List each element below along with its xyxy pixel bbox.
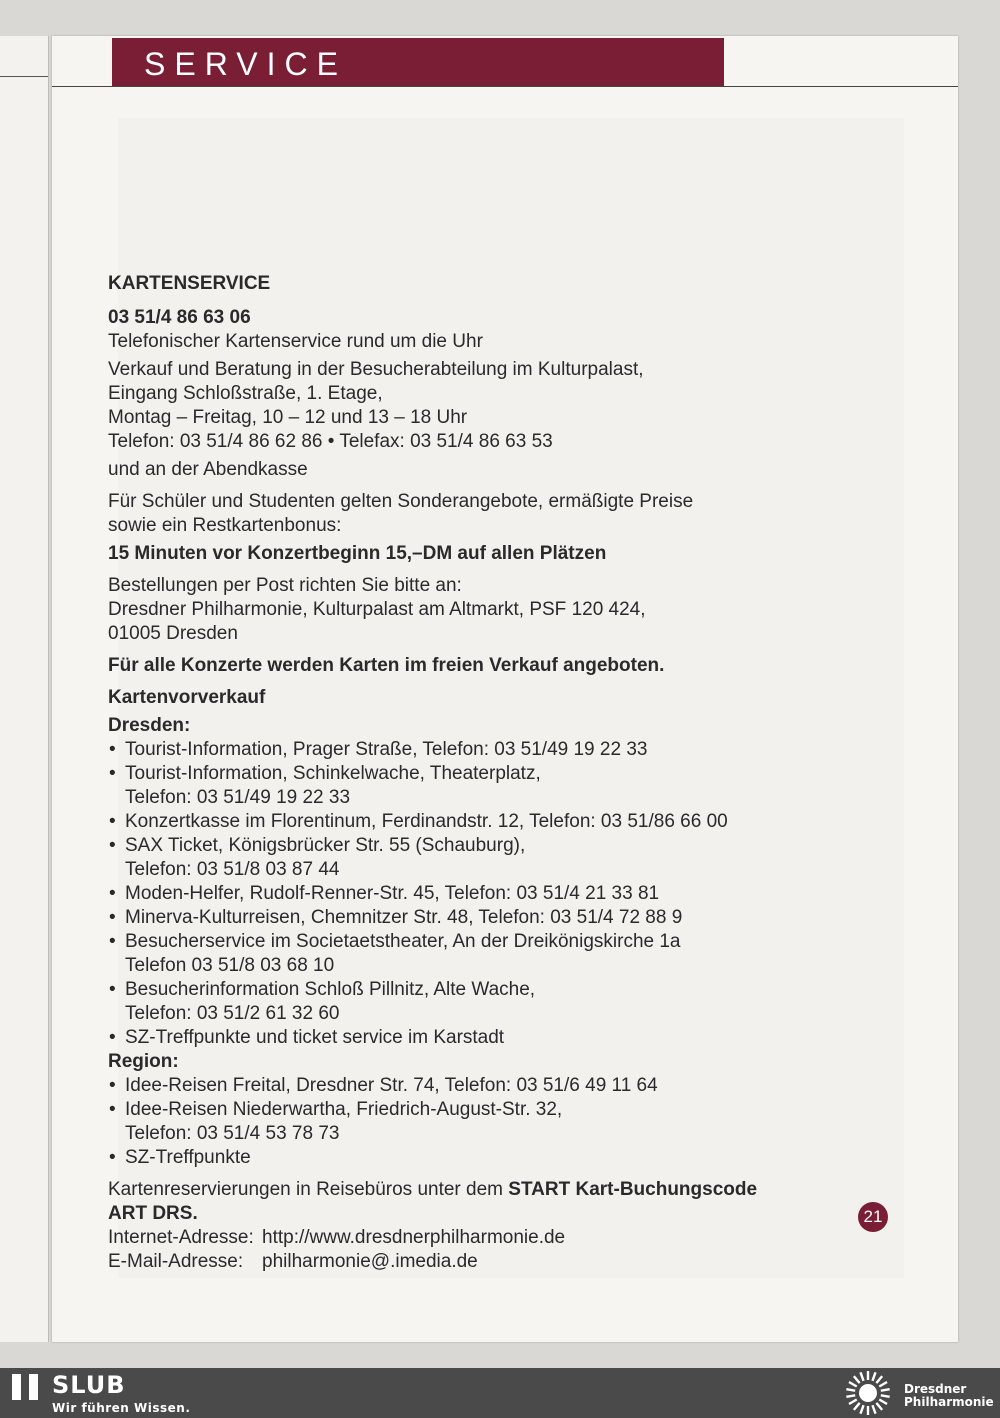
internet-address: http://www.dresdnerphilharmonie.de xyxy=(262,1227,566,1248)
slub-logo-icon xyxy=(12,1374,38,1400)
main-phone: 03 51/4 86 63 06 xyxy=(108,307,251,328)
dp-name-line: Dresdner xyxy=(904,1382,967,1396)
email-row xyxy=(108,1250,908,1274)
list-item-text: Telefon 03 51/8 03 68 10 xyxy=(125,955,335,976)
list-item-text: • Idee-Reisen Niederwartha, Friedrich-August-Str. 32, xyxy=(125,1099,563,1120)
dresdner-philharmonie-logo-icon xyxy=(842,1369,894,1417)
section-title: SERVICE xyxy=(144,46,347,82)
slub-name: SLUB xyxy=(52,1371,126,1399)
sales-line: Montag – Freitag, 10 – 12 und 13 – 18 Uhr xyxy=(108,407,468,428)
sales-line: Verkauf und Beratung in der Besucherabteilung im Kulturpalast, xyxy=(108,359,644,380)
reservation-text: Kartenreservierungen in Reisebüros unter dem xyxy=(108,1179,509,1200)
region-list xyxy=(108,1074,908,1170)
reservation-bold: START Kart-Buchungscode xyxy=(508,1179,758,1200)
students-line: sowie ein Restkartenbonus: xyxy=(108,515,342,536)
dresden-list xyxy=(108,738,908,1050)
document-page xyxy=(52,36,958,1342)
page-number: 21 xyxy=(858,1202,888,1232)
reservation-info xyxy=(108,1178,908,1202)
list-item-text: • Besucherservice im Societaetstheater, An der Dreikönigskirche 1a xyxy=(125,931,681,952)
post-line: 01005 Dresden xyxy=(108,623,238,644)
phone-description: Telefonischer Kartenservice rund um die Uhr xyxy=(108,331,483,352)
students-info xyxy=(108,490,908,538)
list-item-text: • Minerva-Kulturreisen, Chemnitzer Str. 48, Telefon: 03 51/4 72 88 9 xyxy=(125,907,683,928)
students-offer: 15 Minuten vor Konzertbeginn 15,–DM auf allen Plätzen xyxy=(108,543,607,564)
heading-kartenservice: KARTENSERVICE xyxy=(108,273,271,294)
students-line: Für Schüler und Studenten gelten Sonderangebote, ermäßigte Preise xyxy=(108,491,694,512)
list-item-text: • SZ-Treffpunkte und ticket service im Karstadt xyxy=(125,1027,505,1048)
dp-name-line: Philharmonie xyxy=(904,1395,994,1409)
list-item-text: Telefon: 03 51/8 03 87 44 xyxy=(125,859,340,880)
list-item-text: Telefon: 03 51/2 61 32 60 xyxy=(125,1003,340,1024)
list-item-text: Telefon: 03 51/4 53 78 73 xyxy=(125,1123,340,1144)
slub-tagline: Wir führen Wissen. xyxy=(52,1401,191,1415)
sales-info xyxy=(108,358,908,454)
email-label: E-Mail-Adresse: xyxy=(108,1251,244,1272)
reservation-code: ART DRS. xyxy=(108,1203,198,1224)
post-line: Bestellungen per Post richten Sie bitte an: xyxy=(108,575,462,596)
post-line: Dresdner Philharmonie, Kulturpalast am Altmarkt, PSF 120 424, xyxy=(108,599,646,620)
list-item-text: Telefon: 03 51/49 19 22 33 xyxy=(125,787,351,808)
evening-box-office: und an der Abendkasse xyxy=(108,459,308,480)
kartenservice-content xyxy=(108,272,908,1274)
list-item-text: • Tourist-Information, Schinkelwache, Theaterplatz, xyxy=(125,763,541,784)
sales-line: Eingang Schloßstraße, 1. Etage, xyxy=(108,383,383,404)
list-item-text: • SZ-Treffpunkte xyxy=(125,1147,251,1168)
internet-row xyxy=(108,1226,908,1250)
header-rule xyxy=(52,86,958,87)
list-item xyxy=(108,978,908,1026)
list-item-text: • Tourist-Information, Prager Straße, Telefon: 03 51/49 19 22 33 xyxy=(125,739,648,760)
list-item-text: • SAX Ticket, Königsbrücker Str. 55 (Schauburg), xyxy=(125,835,526,856)
list-item-text: • Idee-Reisen Freital, Dresdner Str. 74, Telefon: 03 51/6 49 11 64 xyxy=(125,1075,658,1096)
dresden-heading: Dresden: xyxy=(108,715,191,736)
list-item-text: • Konzertkasse im Florentinum, Ferdinandstr. 12, Telefon: 03 51/86 66 00 xyxy=(125,811,728,832)
list-item xyxy=(108,1098,908,1146)
internet-label: Internet-Adresse: xyxy=(108,1227,254,1248)
presale-heading: Kartenvorverkauf xyxy=(108,687,266,708)
list-item xyxy=(108,930,908,978)
list-item xyxy=(108,1146,908,1170)
list-item xyxy=(108,810,908,834)
list-item xyxy=(108,906,908,930)
list-item xyxy=(108,882,908,906)
list-item xyxy=(108,834,908,882)
email-address: philharmonie@.imedia.de xyxy=(262,1251,478,1272)
dresdner-philharmonie-name xyxy=(904,1383,994,1409)
list-item xyxy=(108,1074,908,1098)
post-order-info xyxy=(108,574,908,646)
free-sale-notice: Für alle Konzerte werden Karten im freien Verkauf angeboten. xyxy=(108,655,665,676)
list-item xyxy=(108,762,908,810)
list-item-text: • Besucherinformation Schloß Pillnitz, Alte Wache, xyxy=(125,979,536,1000)
list-item xyxy=(108,1026,908,1050)
sales-line: Telefon: 03 51/4 86 62 86 • Telefax: 03 51/4 86 63 53 xyxy=(108,431,553,452)
left-page-edge xyxy=(0,36,49,1342)
footer-bar xyxy=(0,1368,1000,1418)
list-item-text: • Moden-Helfer, Rudolf-Renner-Str. 45, Telefon: 03 51/4 21 33 81 xyxy=(125,883,660,904)
list-item xyxy=(108,738,908,762)
left-page-rule xyxy=(0,76,48,77)
region-heading: Region: xyxy=(108,1051,179,1072)
